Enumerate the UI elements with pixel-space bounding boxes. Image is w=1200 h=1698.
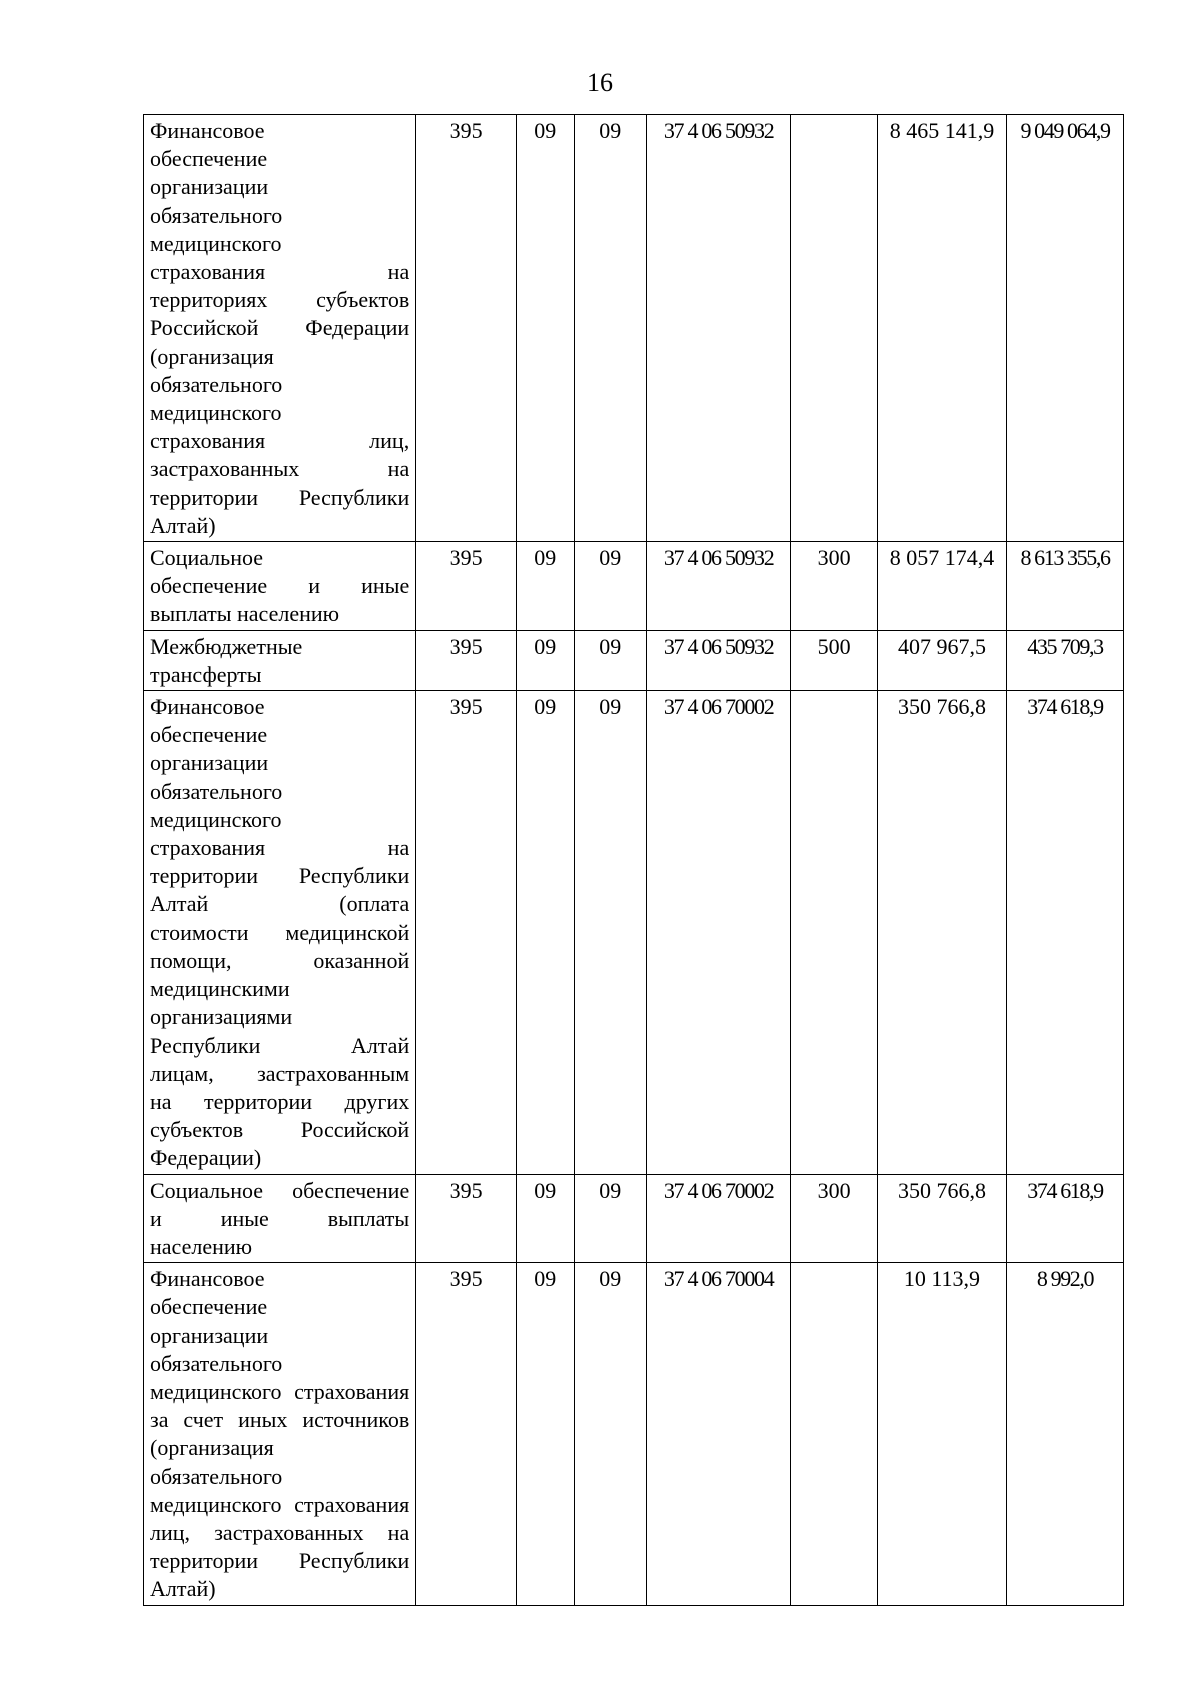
cell-sum-year1: 8 057 174,4 <box>877 542 1006 631</box>
cell-rz: 09 <box>517 115 574 542</box>
description-line: (организация <box>150 1435 274 1461</box>
description-line: трансферты <box>150 661 262 687</box>
description-line: медицинского <box>150 230 282 256</box>
cell-pr: 09 <box>574 115 647 542</box>
budget-table <box>143 114 1124 1606</box>
cell-sum-year2: 435 709,3 <box>1007 630 1124 690</box>
cell-gr: 395 <box>416 691 517 1174</box>
description-line: Алтай) <box>150 1576 216 1602</box>
description-line: застрахованных на <box>150 456 410 482</box>
cell-vr <box>791 115 878 542</box>
cell-gr: 395 <box>416 630 517 690</box>
description-line: на территории других <box>150 1088 410 1114</box>
description-line: организации <box>150 1322 269 1348</box>
description-line: субъектов Российской <box>150 1117 410 1143</box>
description-line: Республики Алтай <box>150 1032 410 1058</box>
description-line: обязательного <box>150 202 283 228</box>
cell-vr: 500 <box>791 630 878 690</box>
description-line: страхования на <box>150 835 410 861</box>
description-line: медицинского <box>150 400 282 426</box>
description-line: обеспечение <box>150 1294 268 1320</box>
table-row <box>144 1263 1124 1605</box>
description-line: страхования на <box>150 259 410 285</box>
cell-rz: 09 <box>517 630 574 690</box>
cell-rz: 09 <box>517 691 574 1174</box>
description-line: выплаты населению <box>150 601 340 627</box>
cell-rz: 09 <box>517 1174 574 1263</box>
cell-sum-year1: 350 766,8 <box>877 1174 1006 1263</box>
description-line: Алтай (оплата <box>150 891 410 917</box>
cell-vr <box>791 691 878 1174</box>
description-line: Межбюджетные <box>150 633 303 659</box>
description-line: обязательного <box>150 1463 283 1489</box>
cell-sum-year1: 407 967,5 <box>877 630 1006 690</box>
cell-pr: 09 <box>574 630 647 690</box>
description-line: лиц, застрахованных на <box>150 1519 410 1545</box>
description-line: медицинского <box>150 806 282 832</box>
description-line: помощи, оказанной <box>150 947 410 973</box>
cell-rz: 09 <box>517 542 574 631</box>
description-line: обеспечение <box>150 146 268 172</box>
cell-csr: 37 4 06 70002 <box>647 1174 791 1263</box>
table-row <box>144 542 1124 631</box>
description-line: Финансовое <box>150 1266 265 1292</box>
cell-gr: 395 <box>416 1263 517 1605</box>
cell-pr: 09 <box>574 1263 647 1605</box>
table-row <box>144 630 1124 690</box>
cell-csr: 37 4 06 70002 <box>647 691 791 1174</box>
description-line: обеспечение <box>150 722 268 748</box>
cell-sum-year2: 8 613 355,6 <box>1007 542 1124 631</box>
description-line: организации <box>150 174 269 200</box>
cell-csr: 37 4 06 50932 <box>647 542 791 631</box>
cell-csr: 37 4 06 50932 <box>647 630 791 690</box>
cell-pr: 09 <box>574 542 647 631</box>
cell-vr: 300 <box>791 1174 878 1263</box>
cell-gr: 395 <box>416 1174 517 1263</box>
description-line: обязательного <box>150 1350 283 1376</box>
description-line: Российской Федерации <box>150 315 410 341</box>
cell-sum-year2: 374 618,9 <box>1007 1174 1124 1263</box>
cell-gr: 395 <box>416 542 517 631</box>
table-row <box>144 1174 1124 1263</box>
description-line: за счет иных источников <box>150 1407 410 1433</box>
description-line: страхования лиц, <box>150 428 410 454</box>
description-line: обязательного <box>150 778 283 804</box>
description-line: медицинского страхования <box>150 1491 410 1517</box>
description-line: медицинского страхования <box>150 1378 410 1404</box>
description-line: стоимости медицинской <box>150 919 410 945</box>
table-row <box>144 691 1124 1174</box>
cell-pr: 09 <box>574 1174 647 1263</box>
description-line: обязательного <box>150 371 283 397</box>
cell-rz: 09 <box>517 1263 574 1605</box>
cell-sum-year2: 9 049 064,9 <box>1007 115 1124 542</box>
cell-sum-year2: 374 618,9 <box>1007 691 1124 1174</box>
description-line: организации <box>150 750 269 776</box>
description-line: (организация <box>150 343 274 369</box>
cell-vr <box>791 1263 878 1605</box>
cell-sum-year1: 350 766,8 <box>877 691 1006 1174</box>
description-line: Федерации) <box>150 1145 262 1171</box>
description-line: Социальное <box>150 545 263 571</box>
table-row <box>144 115 1124 542</box>
cell-description <box>144 1263 416 1605</box>
page-number: 16 <box>587 68 613 97</box>
cell-description <box>144 630 416 690</box>
cell-gr: 395 <box>416 115 517 542</box>
cell-description <box>144 542 416 631</box>
cell-csr: 37 4 06 50932 <box>647 115 791 542</box>
description-line: населению <box>150 1233 253 1259</box>
description-line: лицам, застрахованным <box>150 1060 410 1086</box>
table-body <box>144 115 1124 1606</box>
description-line: территориях субъектов <box>150 287 410 313</box>
cell-sum-year2: 8 992,0 <box>1007 1263 1124 1605</box>
cell-description <box>144 1174 416 1263</box>
cell-sum-year1: 8 465 141,9 <box>877 115 1006 542</box>
description-line: обеспечение и иные <box>150 573 410 599</box>
description-line: Социальное обеспечение <box>150 1177 410 1203</box>
description-line: территории Республики <box>150 1548 410 1574</box>
description-line: организациями <box>150 1004 293 1030</box>
cell-csr: 37 4 06 70004 <box>647 1263 791 1605</box>
cell-pr: 09 <box>574 691 647 1174</box>
description-line: Финансовое <box>150 118 265 143</box>
cell-sum-year1: 10 113,9 <box>877 1263 1006 1605</box>
description-line: территории Республики <box>150 863 410 889</box>
description-line: Алтай) <box>150 512 216 538</box>
cell-description <box>144 115 416 542</box>
description-line: и иные выплаты <box>150 1205 410 1231</box>
cell-vr: 300 <box>791 542 878 631</box>
description-line: территории Республики <box>150 484 410 510</box>
description-line: Финансовое <box>150 694 265 720</box>
cell-description <box>144 691 416 1174</box>
description-line: медицинскими <box>150 976 290 1002</box>
